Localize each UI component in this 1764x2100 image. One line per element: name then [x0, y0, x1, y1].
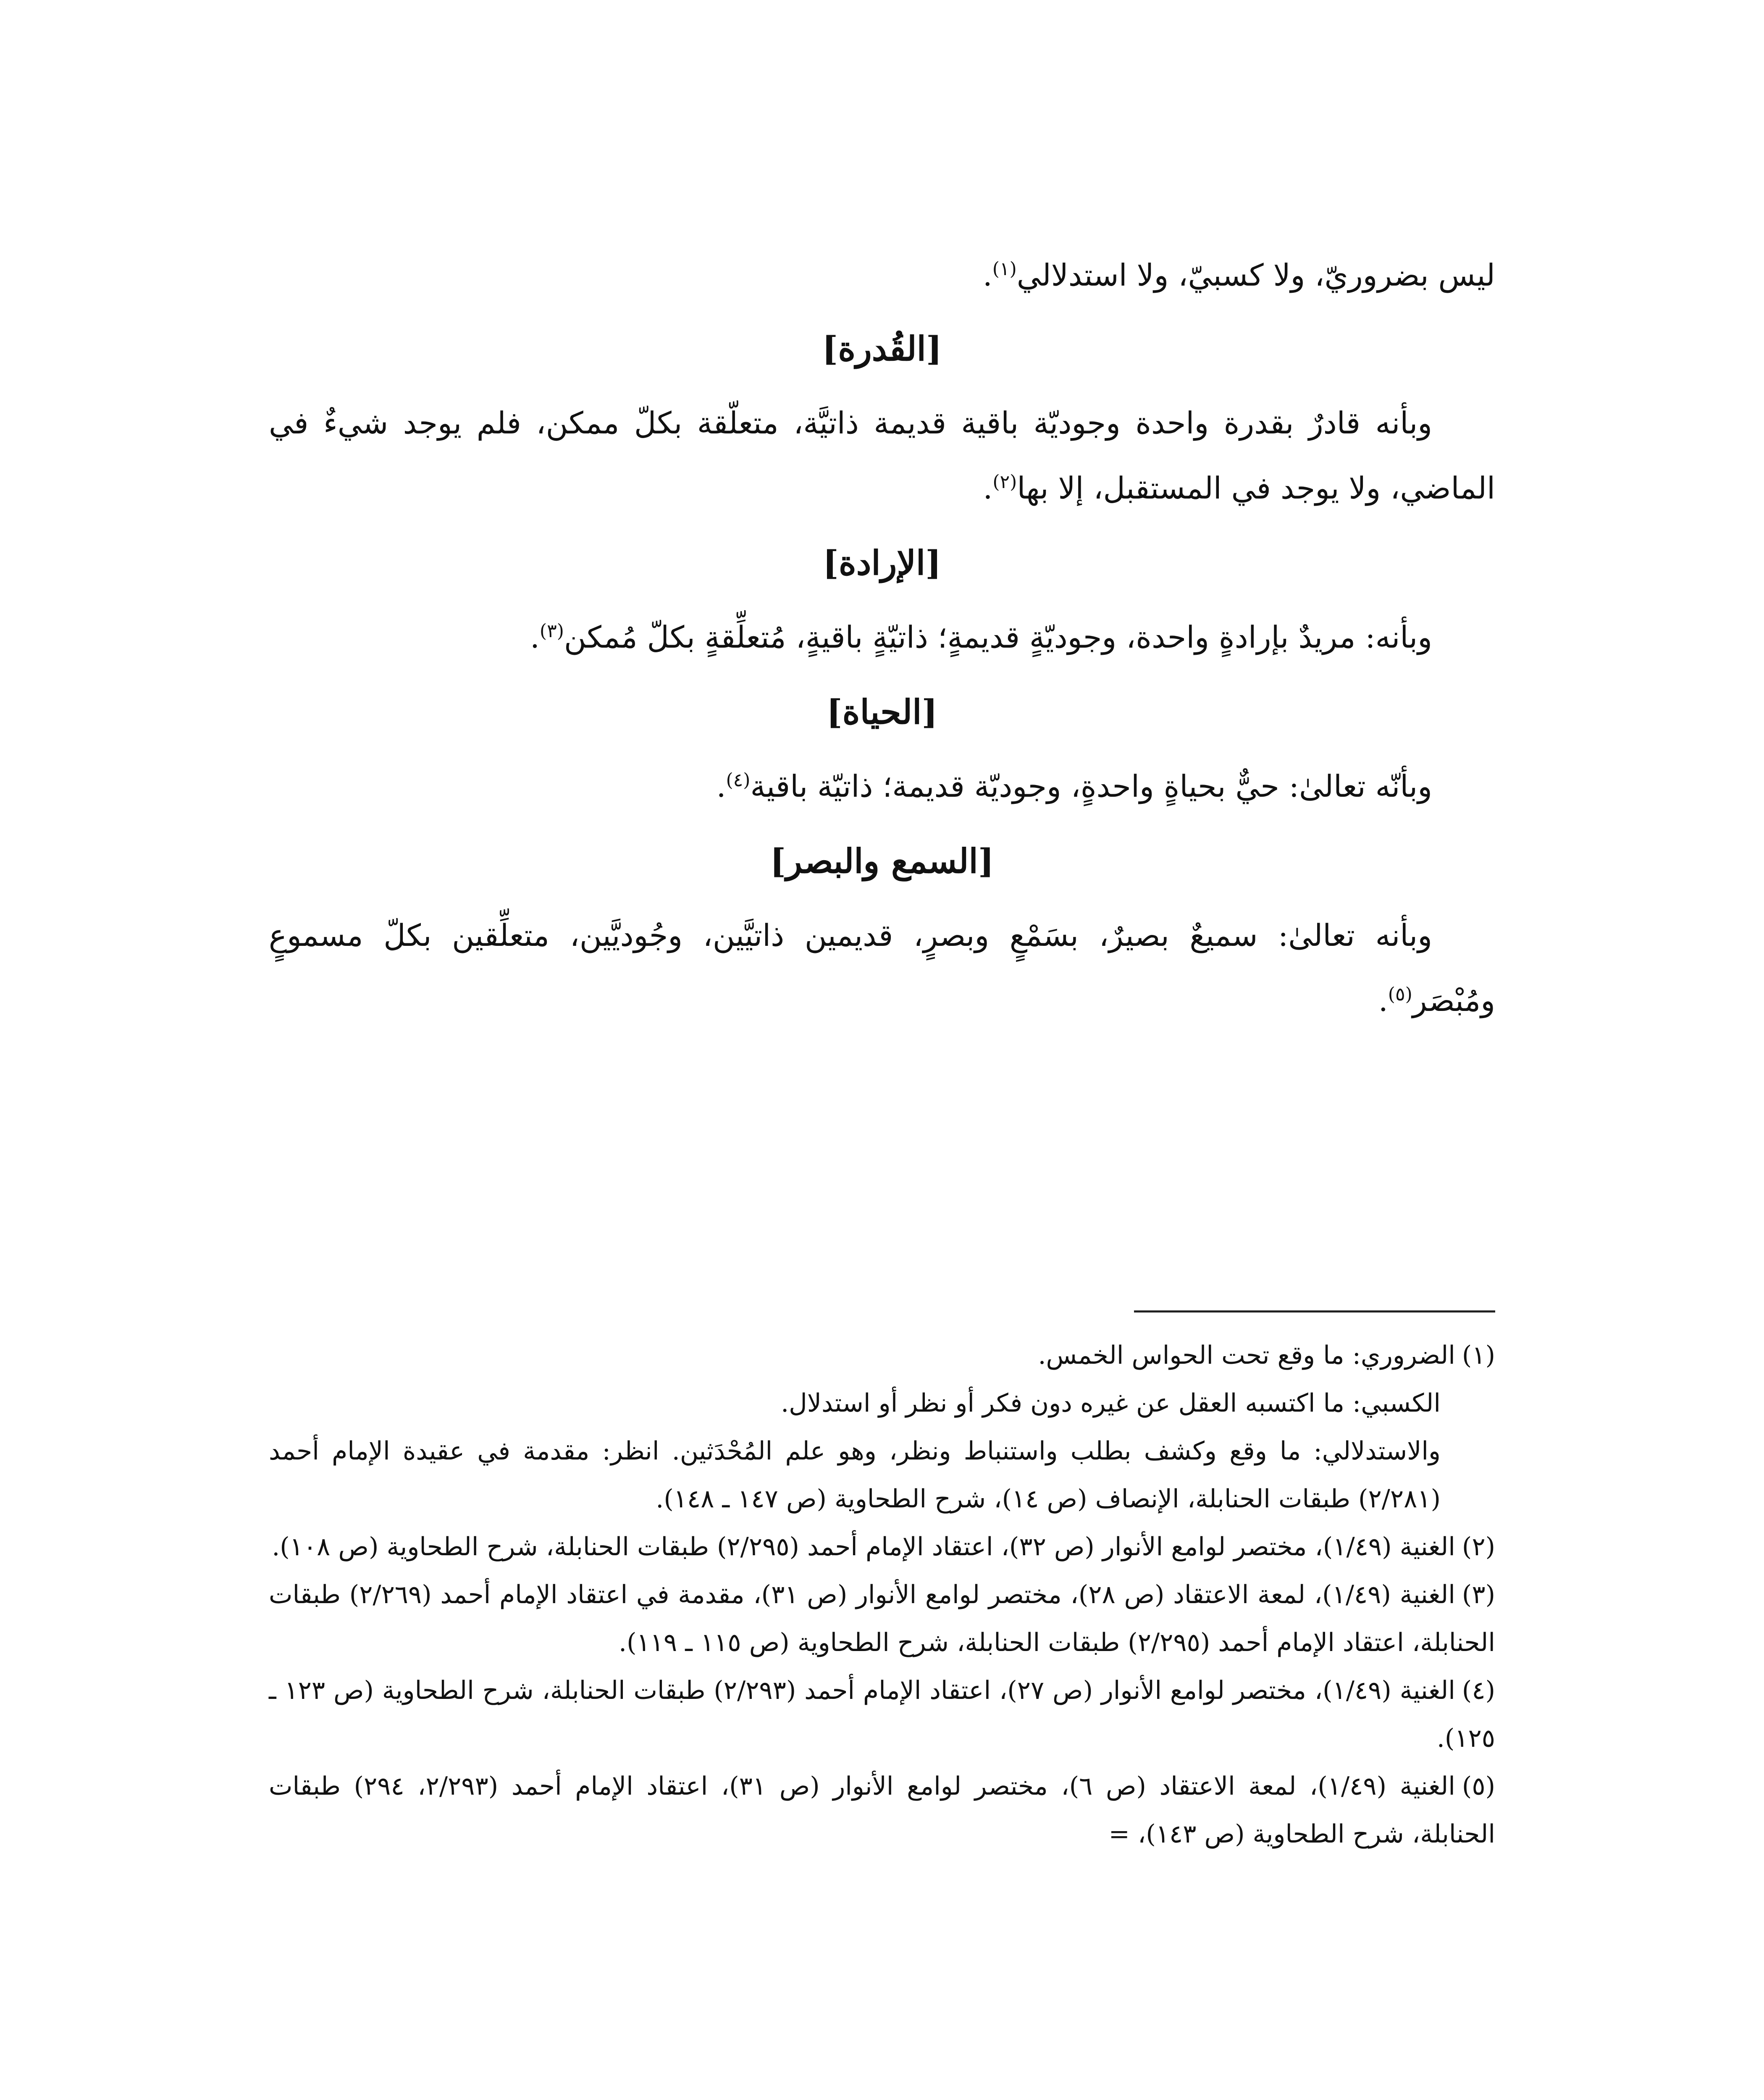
paragraph-tail: . — [716, 769, 726, 804]
footnote-number: (٥) — [1462, 1772, 1495, 1801]
footnote-ref: (٤) — [726, 769, 751, 791]
footnote-ref: (٣) — [539, 620, 564, 642]
section-heading-sam-basar: [السمع والبصر] — [770, 841, 994, 881]
footnotes — [269, 1331, 1495, 1858]
main-text — [269, 244, 1495, 1033]
paragraph-text: وبأنه: مريدٌ بإرادةٍ واحدة، وجوديّةٍ قديمةٍ؛ ذاتيّةٍ باقيةٍ، مُتعلِّقةٍ بكلّ مُمكن — [564, 620, 1432, 655]
footnote-line: الضروري: ما وقع تحت الحواس الخمس. — [1038, 1341, 1455, 1370]
footnote-number: (٣) — [1462, 1580, 1495, 1609]
section-text-irada — [269, 605, 1495, 670]
intro-line-tail: . — [982, 257, 992, 293]
intro-line — [269, 244, 1495, 307]
footnote-1-line-3: والاستدلالي: ما وقع وكشف بطلب واستنباط ونظر، وهو علم المُحْدَثين. انظر: مقدمة في عقيدة الإمام أحمد (٢/٢٨١) طبقات الحنابلة، الإنصاف (ص ١٤)، شرح الطحاوية (ص ١٤٧ ـ ١٤٨). — [269, 1436, 1441, 1514]
footnote-ref: (١) — [992, 258, 1017, 280]
intro-line-text: ليس بضروريّ، ولا كسبيّ، ولا استدلالي — [1016, 257, 1495, 293]
section-text-qudra — [269, 391, 1495, 521]
paragraph-tail: . — [983, 470, 993, 506]
footnote-number: (١) — [1462, 1341, 1495, 1370]
footnote-line: الغنية (١/٤٩)، لمعة الاعتقاد (ص ٢٨)، مختصر لوامع الأنوار (ص ٣١)، مقدمة في اعتقاد الإمام أحمد (٢/٢٦٩) طبقات الحنابلة، اعتقاد الإمام أحمد (٢/٢٩٥) طبقات الحنابلة، شرح الطحاوية (ص ١١٥ ـ ١١٩). — [269, 1580, 1495, 1657]
paragraph-text: وبأنه قادرٌ بقدرة واحدة وجوديّة باقية قديمة ذاتيَّة، متعلّقة بكلّ ممكن، فلم يوجد شيءٌ في الماضي، ولا يوجد في المستقبل، إلا بها — [269, 405, 1495, 506]
paragraph-text: وبأنه تعالىٰ: سميعٌ بصيرٌ، بسَمْعٍ وبصرٍ، قديمين ذاتيَّين، وجُوديَّين، متعلِّقين بكلّ مسموعٍ ومُبْصَر — [269, 918, 1495, 1018]
footnote-3 — [269, 1571, 1495, 1667]
section-heading-irada: [الإرادة] — [823, 543, 941, 583]
footnote-line: الغنية (١/٤٩)، مختصر لوامع الأنوار (ص ٢٧)، اعتقاد الإمام أحمد (٢/٢٩٣) طبقات الحنابلة، شرح الطحاوية (ص ١٢٣ ـ ١٢٥). — [269, 1676, 1495, 1753]
section-text-hayat — [269, 754, 1495, 819]
footnote-ref: (٥) — [1388, 984, 1412, 1005]
footnote-2 — [269, 1523, 1495, 1571]
footnote-line: الغنية (١/٤٩)، مختصر لوامع الأنوار (ص ٣٢)، اعتقاد الإمام أحمد (٢/٢٩٥) طبقات الحنابلة، شرح الطحاوية (ص ١٠٨). — [272, 1532, 1455, 1562]
section-heading-hayat: [الحياة] — [826, 692, 938, 732]
paragraph-tail: . — [530, 620, 540, 655]
footnote-ref: (٢) — [992, 471, 1017, 493]
section-text-sam-basar — [269, 903, 1495, 1033]
footnote-line: الغنية (١/٤٩)، لمعة الاعتقاد (ص ٦)، مختصر لوامع الأنوار (ص ٣١)، اعتقاد الإمام أحمد (٢/٢٩٣، ٢٩٤) طبقات الحنابلة، شرح الطحاوية (ص ١٤٣)، = — [269, 1772, 1495, 1849]
footnote-4 — [269, 1667, 1495, 1762]
footnote-separator — [1134, 1310, 1495, 1312]
footnote-5 — [269, 1762, 1495, 1858]
footnote-1 — [269, 1331, 1495, 1379]
paragraph-text: وبأنّه تعالىٰ: حيٌّ بحياةٍ واحدةٍ، وجوديّة قديمة؛ ذاتيّة باقية — [750, 769, 1432, 804]
section-heading-qudra: [القُدرة] — [822, 329, 942, 368]
paragraph-tail: . — [1378, 983, 1388, 1018]
footnote-number: (٤) — [1462, 1676, 1495, 1705]
footnote-1-line-2: الكسبي: ما اكتسبه العقل عن غيره دون فكر أو نظر أو استدلال. — [781, 1389, 1441, 1418]
footnote-number: (٢) — [1462, 1532, 1495, 1562]
